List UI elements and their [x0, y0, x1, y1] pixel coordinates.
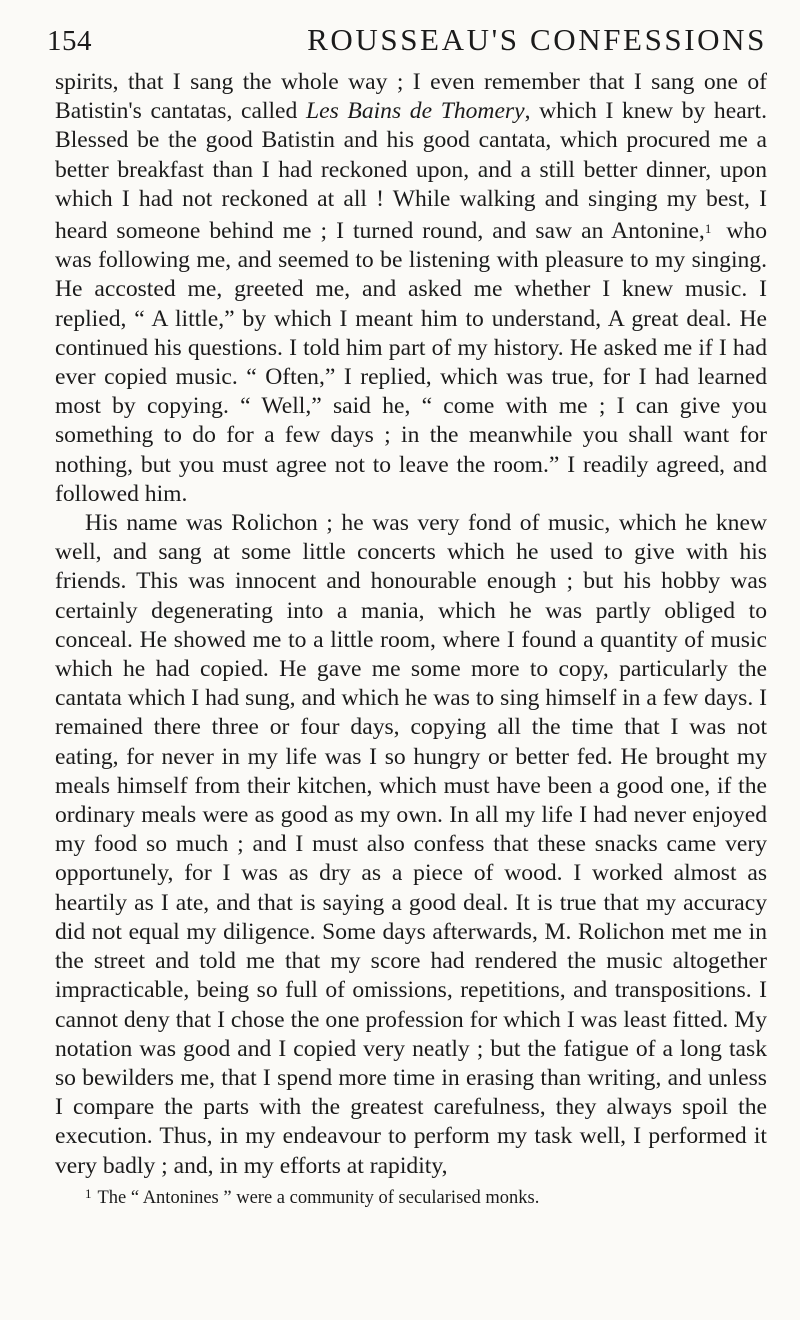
running-head: ROUSSEAU'S CONFESSIONS [307, 22, 767, 57]
footnote-reference: 1 [704, 221, 712, 237]
page-number: 154 [47, 25, 92, 57]
paragraph-1 [55, 68, 767, 509]
paragraph-1-text-c: who was following me, and seemed to be listening with pleasure to my singing. He accosted me, greeted me, and asked me whether I knew music. I replied, “ A little,” by which I meant him to understand, A great deal. He continued his questions. I told him part of my history. He asked me if I had ever copied music. “ Often,” I replied, which was true, for I had learned most by copying. “ Well,” said he, “ come with me ; I can give you something to do for a few days ; in the meanwhile you shall want for nothing, but you must agree not to leave the room.” I readily agreed, and followed him. [55, 218, 768, 507]
page-header [47, 22, 767, 66]
paragraph-2: His name was Rolichon ; he was very fond of music, which he knew well, and sang at some little concerts which he used to give with his friends. This was innocent and honourable enough ; but his hobby was certainly degenerating into a mania, which he was partly obliged to conceal. He showed me to a little room, where I found a quantity of music which he had copied. He gave me some more to copy, particularly the cantata which I had sung, and which he was to sing himself in a few days. I remained there three or four days, copying all the time that I was not eating, for never in my life was I so hungry or better fed. He brought my meals himself from their kitchen, which must have been a good one, if the ordinary meals were as good as my own. In all my life I had never enjoyed my food so much ; and I must also confess that these snacks came very opportunely, for I was as dry as a piece of wood. I worked almost as heartily as I ate, and that is saying a good deal. It is true that my accuracy did not equal my diligence. Some days afterwards, M. Rolichon met me in the street and told me that my score had rendered the music altogether impracticable, being so full of omissions, repetitions, and transpositions. I cannot deny that I chose the one profession for which I was least fitted. My notation was good and I copied very neatly ; but the fatigue of a long task so bewilders me, that I spend more time in erasing than writing, and unless I compare the parts with the greatest carefulness, they always spoil the execution. Thus, in my endeavour to perform my task well, I performed it very badly ; and, in my efforts at rapidity, [55, 510, 767, 1179]
cantata-title: Les Bains de Thomery [305, 98, 525, 125]
paragraph-1-text-a: spirits, that I sang the whole way ; I even remember that I sang one of Batistin's cantatas, called [55, 69, 767, 125]
footnote-text: The “ Antonines ” were a community of secularised monks. [97, 1187, 540, 1208]
footnote-marker: 1 [85, 1185, 92, 1201]
body-text [55, 68, 767, 1181]
footnote [55, 1183, 767, 1209]
paragraph-1-text-b: , which I knew by heart. Blessed be the good Batistin and his good cantata, which procured me a better breakfast than I had reckoned upon, and a still better dinner, upon which I had not reckoned at all ! While walking and singing my best, I heard someone behind me ; I turned round, and saw an Antonine, [55, 98, 767, 245]
book-page [47, 22, 768, 1209]
